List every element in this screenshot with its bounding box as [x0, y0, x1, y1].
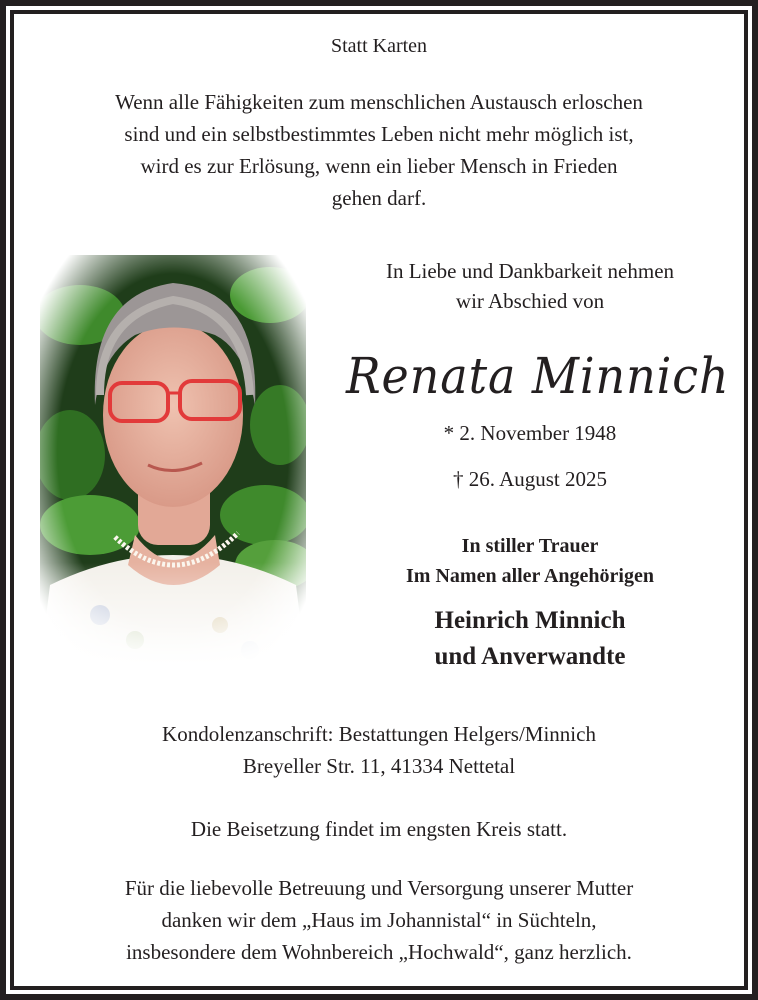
mourning-line: Im Namen aller Angehörigen [406, 565, 654, 587]
deceased-name: Renata Minnich [346, 347, 730, 405]
quote-line: wird es zur Erlösung, wenn ein lieber Mensch in Frieden [140, 154, 618, 178]
thanks-line: danken wir dem „Haus im Johannistal“ in Süchteln, [161, 908, 597, 932]
mourning-line: In stiller Trauer [461, 535, 599, 557]
thanks-line: insbesondere dem Wohnbereich „Hochwald“, ganz herzlich. [126, 940, 632, 964]
intro-line: In Liebe und Dankbarkeit nehmen [385, 259, 675, 283]
quote-line: gehen darf. [331, 186, 427, 210]
intro-line: wir Abschied von [455, 289, 605, 313]
family-line: Heinrich Minnich [434, 607, 626, 634]
thanks-block [0, 872, 758, 968]
header-statt-karten: Statt Karten [330, 35, 428, 57]
family-line: und Anverwandte [434, 643, 626, 670]
family-block [330, 603, 730, 675]
death-date: † 26. August 2025 [452, 467, 607, 491]
condolence-address [0, 718, 758, 782]
portrait-photo [40, 255, 306, 665]
quote-block [0, 86, 758, 214]
quote-line: Wenn alle Fähigkeiten zum menschlichen Austausch erloschen [115, 90, 643, 114]
thanks-line: Für die liebevolle Betreuung und Versorgung unserer Mutter [124, 876, 634, 900]
burial-note: Die Beisetzung findet im engsten Kreis statt. [190, 817, 568, 841]
condolence-line: Breyeller Str. 11, 41334 Nettetal [242, 754, 516, 778]
quote-line: sind und ein selbstbestimmtes Leben nicht mehr möglich ist, [124, 122, 634, 146]
mourning-block [330, 531, 730, 591]
condolence-line: Kondolenzanschrift: Bestattungen Helgers/Minnich [162, 722, 596, 746]
intro-text [330, 256, 730, 316]
birth-date: * 2. November 1948 [443, 421, 617, 445]
